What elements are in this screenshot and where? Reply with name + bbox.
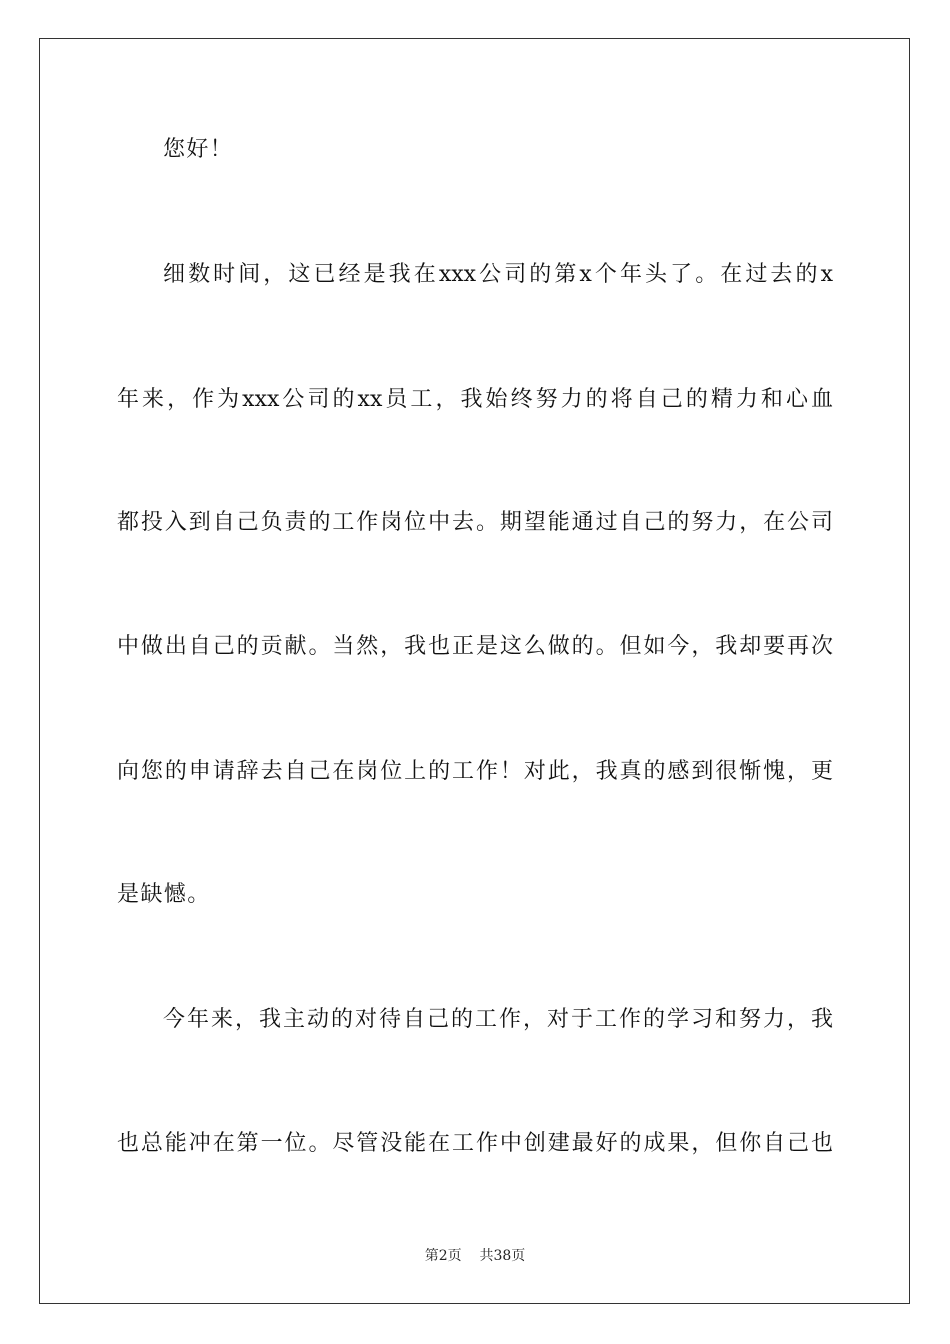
text-line: 向您的申请辞去自己在岗位上的工作！对此，我真的感到很惭愧，更 [117, 759, 833, 784]
text-line: 今年来，我主动的对待自己的工作，对于工作的学习和努力，我 [163, 1007, 833, 1032]
text-line: 中做出自己的贡献。当然，我也正是这么做的。但如今，我却要再次 [117, 634, 833, 659]
text-line: 是缺憾。 [117, 882, 211, 907]
text-line: 也总能冲在第一位。尽管没能在工作中创建最好的成果，但你自己也 [117, 1131, 833, 1156]
page-number: 第2页 [424, 1248, 462, 1264]
text-line-greeting: 您好！ [163, 137, 234, 162]
text-line: 年来，作为xxx公司的xx员工，我始终努力的将自己的精力和心血 [117, 387, 833, 412]
text-line: 都投入到自己负责的工作岗位中去。期望能通过自己的努力，在公司 [117, 510, 833, 535]
footer-gap [462, 1248, 480, 1264]
page-footer [0, 1247, 950, 1265]
page-border [39, 38, 910, 1304]
page-total: 共38页 [479, 1248, 526, 1264]
text-line: 细数时间，这已经是我在xxx公司的第x个年头了。在过去的x [163, 262, 833, 287]
